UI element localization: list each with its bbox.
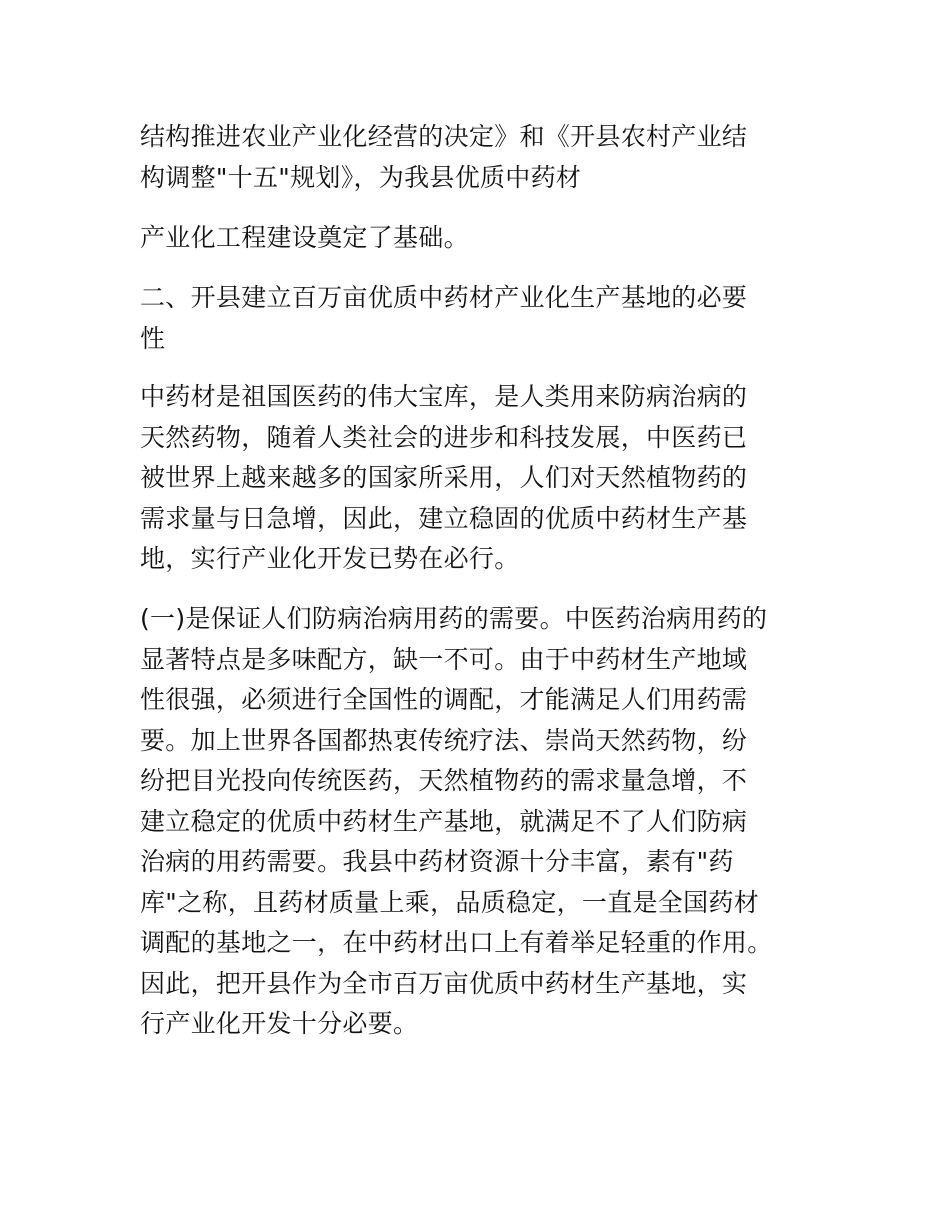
paragraph-point-one [140,599,820,1045]
text-line: 中药材是祖国医药的伟大宝库，是人类用来防病治病的 [140,382,748,411]
paragraph-herbal-medicine-treasure [140,377,820,580]
paragraph-foundation [140,218,820,259]
text-line: 库"之称，且药材质量上乘，品质稳定，一直是全国药材 [140,887,760,917]
text-line: 需求量与日急增，因此，建立稳固的优质中药材生产基 [140,503,748,533]
heading-line: 性 [140,323,166,353]
text-line: 被世界上越来越多的国家所采用，人们对天然植物药的 [140,463,748,492]
text-line: 要。加上世界各国都热衷传统疗法、崇尚天然药物，纷 [140,725,748,755]
text-line: 显著特点是多味配方，缺一不可。由于中药材生产地域 [140,644,748,674]
text-line: 治病的用药需要。我县中药材资源十分丰富，素有"药 [140,847,734,876]
text-line: 产业化工程建设奠定了基础。 [140,223,469,252]
heading-line: 二、开县建立百万亩优质中药材产业化生产基地的必要 [140,283,748,312]
text-line: 行产业化开发十分必要。 [140,1009,419,1038]
text-line: 结构推进农业产业化经营的决定》和《开县农村产业结 [140,122,748,151]
text-line: 纷把目光投向传统医药，天然植物药的需求量急增，不 [140,766,748,795]
text-line: 构调整"十五"规划》，为我县优质中药材 [140,162,582,192]
section-heading-necessity [140,278,820,359]
text-line: 因此，把开县作为全市百万亩优质中药材生产基地，实 [140,968,748,998]
text-line: 调配的基地之一，在中药材出口上有着举足轻重的作用。 [140,928,773,957]
text-line: 建立稳定的优质中药材生产基地，就满足不了人们防病 [140,806,748,836]
text-line: (一)是保证人们防病治病用药的需要。中医药治病用药的 [140,604,768,633]
text-line: 天然药物，随着人类社会的进步和科技发展，中医药已 [140,422,748,452]
paragraph-decision-and-plan [140,117,820,198]
text-line: 性很强，必须进行全国性的调配，才能满足人们用药需 [140,685,748,714]
text-line: 地，实行产业化开发已势在必行。 [140,544,520,573]
